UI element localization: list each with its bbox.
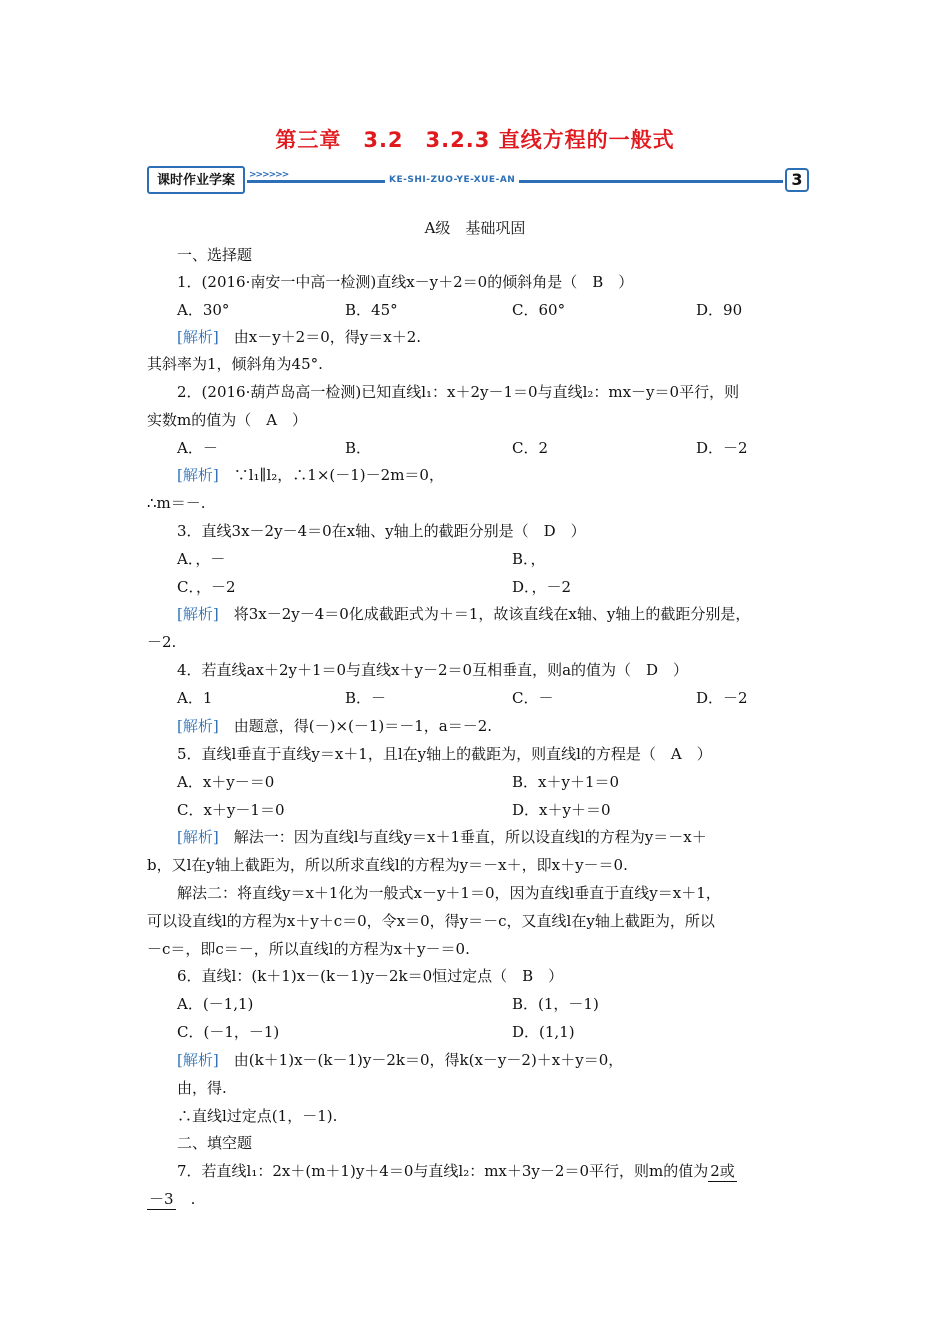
q5-stem: 5．直线l垂直于直线y＝x＋1，且l在y轴上的截距为，则直线l的方程是（ A ） xyxy=(177,745,712,763)
q5-solution-line3: 解法二：将直线y＝x＋1化为一般式x－y＋1＝0，因为直线l垂直于直线y＝x＋1， xyxy=(177,884,721,902)
q6-option-b: B．(1，－1) xyxy=(512,995,599,1013)
q1-solution-line1: 由x－y＋2＝0，得y＝x＋2. xyxy=(233,328,422,346)
q2-stem-cont: 实数m的值为（ A ） xyxy=(147,411,308,429)
solution-label: [解析] xyxy=(177,828,219,846)
q3-option-d: D．，－2 xyxy=(512,578,572,596)
q7-stem: 7．若直线l₁：2x＋(m＋1)y＋4＝0与直线l₂：mx＋3y－2＝0平行，则m的值为 xyxy=(177,1162,709,1180)
q5-option-c: C．x＋y－1＝0 xyxy=(177,801,285,819)
q4-option-d: D．－2 xyxy=(696,689,748,707)
q3-solution xyxy=(177,604,750,624)
q4-solution-line1: 由题意，得(－)×(－1)＝－1，a＝－2. xyxy=(233,717,493,735)
q1-option-d: D．90 xyxy=(696,301,743,319)
q6-solution xyxy=(177,1050,623,1070)
q6-solution-line3: ∴直线l过定点(1，－1). xyxy=(177,1107,338,1125)
q3-option-b: B．， xyxy=(512,550,546,568)
q4-stem: 4．若直线ax＋2y＋1＝0与直线x＋y－2＝0互相垂直，则a的值为（ D ） xyxy=(177,661,689,679)
section-heading-fill: 二、填空题 xyxy=(177,1134,253,1152)
section-heading-choice: 一、选择题 xyxy=(177,246,253,264)
level-heading: A级 基础巩固 xyxy=(424,219,526,237)
q2-option-c: C．2 xyxy=(512,439,549,457)
solution-label: [解析] xyxy=(177,717,219,735)
q6-option-a: A．(－1,1) xyxy=(177,995,254,1013)
q5-solution xyxy=(177,827,707,847)
q2-solution xyxy=(177,465,444,485)
q1-option-a: A．30° xyxy=(177,301,230,319)
q6-stem: 6．直线l：(k＋1)x－(k－1)y－2k＝0恒过定点（ B ） xyxy=(177,967,564,985)
q6-option-c: C．(－1，－1) xyxy=(177,1023,280,1041)
q2-solution-line2: ∴m＝－. xyxy=(147,494,206,512)
q5-option-d: D．x＋y＋＝0 xyxy=(512,801,611,819)
solution-label: [解析] xyxy=(177,466,219,484)
section-banner xyxy=(147,160,809,198)
q6-solution-line1: 由(k＋1)x－(k－1)y－2k＝0，得k(x－y－2)＋x＋y＝0， xyxy=(233,1051,624,1069)
page-title: 第三章 3.2 3.2.3 直线方程的一般式 xyxy=(275,128,675,152)
q3-solution-line1: 将3x－2y－4＝0化成截距式为＋＝1，故该直线在x轴、y轴上的截距分别是， xyxy=(233,605,751,623)
q1-option-c: C．60° xyxy=(512,301,566,319)
q4-option-a: A．1 xyxy=(177,689,213,707)
q7-answer-line xyxy=(147,1189,195,1210)
q4-option-b: B．－ xyxy=(345,689,387,707)
q7-answer-part1: 2或 xyxy=(710,1162,735,1180)
q1-stem: 1．(2016·南安一中高一检测)直线x－y＋2＝0的倾斜角是（ B ） xyxy=(177,273,634,291)
q5-solution-line2: b，又l在y轴上截距为，所以所求直线l的方程为y＝－x＋，即x＋y－＝0. xyxy=(147,856,628,874)
q3-option-c: C．，－2 xyxy=(177,578,236,596)
q1-solution xyxy=(177,327,421,347)
solution-label: [解析] xyxy=(177,328,219,346)
banner-arrows-icon: >>>>>> xyxy=(249,170,289,180)
q2-stem: 2．(2016·葫芦岛高一检测)已知直线l₁：x＋2y－1＝0与直线l₂：mx－y＝0平行，则 xyxy=(177,383,740,401)
q6-option-d: D．(1,1) xyxy=(512,1023,575,1041)
solution-label: [解析] xyxy=(177,605,219,623)
q6-solution-line2: 由，得. xyxy=(177,1079,227,1097)
q2-option-a: A．－ xyxy=(177,439,218,457)
q3-solution-line2: －2. xyxy=(147,633,177,651)
q1-solution-line2: 其斜率为1，倾斜角为45°. xyxy=(147,355,323,373)
q1-option-b: B．45° xyxy=(345,301,398,319)
q2-solution-line1: ∵l₁∥l₂，∴1×(－1)－2m＝0， xyxy=(233,466,444,484)
q5-solution-line5: －c＝，即c＝－，所以直线l的方程为x＋y－＝0. xyxy=(147,940,470,958)
q3-option-a: A．，－ xyxy=(177,550,226,568)
q7-end: . xyxy=(190,1190,196,1208)
banner-number-badge: 3 xyxy=(785,168,809,192)
q5-solution-line1: 解法一：因为直线l与直线y＝x＋1垂直，所以设直线l的方程为y＝－x＋ xyxy=(233,828,707,846)
q4-option-c: C．－ xyxy=(512,689,554,707)
q7-stem-line xyxy=(177,1161,737,1182)
q2-option-b: B． xyxy=(345,439,372,457)
q5-option-a: A．x＋y－＝0 xyxy=(177,773,275,791)
banner-pinyin: KE-SHI-ZUO-YE-XUE-AN xyxy=(385,175,519,185)
solution-label: [解析] xyxy=(177,1051,219,1069)
q4-solution xyxy=(177,716,492,736)
q5-solution-line4: 可以设直线l的方程为x＋y＋c＝0，令x＝0，得y＝－c，又直线l在y轴上截距为，所以 xyxy=(147,912,715,930)
q7-answer-part2: －3 xyxy=(149,1190,174,1208)
q3-stem: 3．直线3x－2y－4＝0在x轴、y轴上的截距分别是（ D ） xyxy=(177,522,586,540)
q5-option-b: B．x＋y＋1＝0 xyxy=(512,773,620,791)
banner-tag: 课时作业学案 xyxy=(147,166,245,194)
q2-option-d: D．－2 xyxy=(696,439,748,457)
